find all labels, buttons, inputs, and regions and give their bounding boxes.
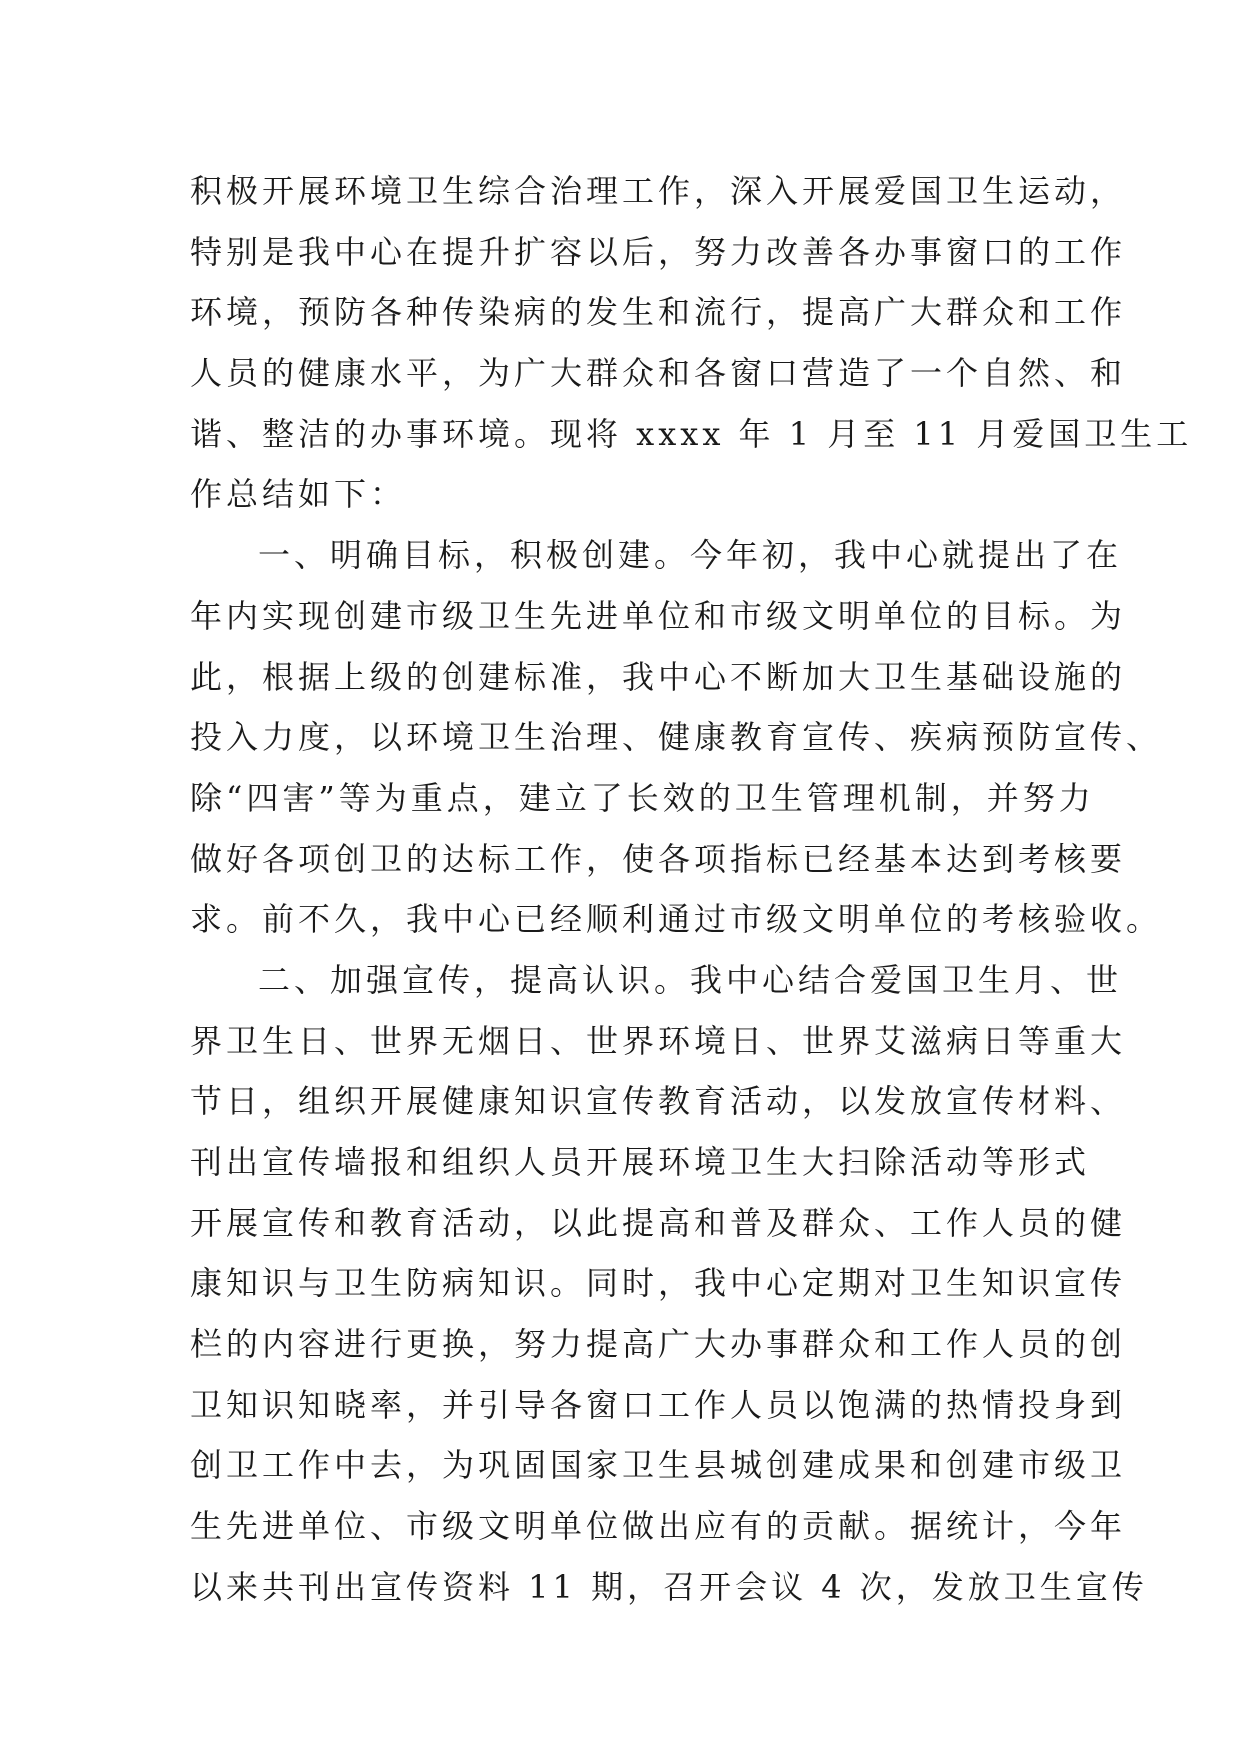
text-line: 界卫生日、世界无烟日、世界环境日、世界艾滋病日等重大: [190, 1021, 1127, 1060]
text-line: 节日，组织开展健康知识宣传教育活动，以发放宣传材料、: [190, 1082, 1127, 1121]
paragraph-heading-line: 一、明确目标，积极创建。今年初，我中心就提出了在: [258, 536, 1123, 575]
text-line: 生先进单位、市级文明单位做出应有的贡献。据统计，今年: [190, 1507, 1127, 1546]
paragraph-heading-line: 二、加强宣传，提高认识。我中心结合爱国卫生月、世: [258, 960, 1123, 999]
text-line: 特别是我中心在提升扩容以后，努力改善各办事窗口的工作: [190, 232, 1127, 271]
text-line: 开展宣传和教育活动，以此提高和普及群众、工作人员的健: [190, 1203, 1127, 1242]
text-line: 年内实现创建市级卫生先进单位和市级文明单位的目标。为: [190, 596, 1127, 635]
text-line: 做好各项创卫的达标工作，使各项指标已经基本达到考核要: [190, 839, 1127, 878]
text-line: 投入力度，以环境卫生治理、健康教育宣传、疾病预防宣传、: [190, 718, 1163, 757]
text-line: 康知识与卫生防病知识。同时，我中心定期对卫生知识宣传: [190, 1264, 1127, 1303]
text-line: 除“四害”等为重点，建立了长效的卫生管理机制，并努力: [190, 778, 1095, 817]
text-line: 刊出宣传墙报和组织人员开展环境卫生大扫除活动等形式: [190, 1143, 1091, 1181]
text-line: 人员的健康水平，为广大群众和各窗口营造了一个自然、和: [190, 354, 1127, 393]
text-line: 环境，预防各种传染病的发生和流行，提高广大群众和工作: [190, 293, 1127, 332]
text-line: 以来共刊出宣传资料 11 期，召开会议 4 次，发放卫生宣传: [190, 1567, 1148, 1606]
text-line: 此，根据上级的创建标准，我中心不断加大卫生基础设施的: [190, 657, 1127, 696]
text-line: 积极开展环境卫生综合治理工作，深入开展爱国卫生运动，: [190, 172, 1127, 210]
text-line: 创卫工作中去，为巩固国家卫生县城创建成果和创建市级卫: [190, 1446, 1127, 1485]
document-body: [190, 161, 1193, 1618]
text-line: 卫知识知晓率，并引导各窗口工作人员以饱满的热情投身到: [190, 1385, 1127, 1424]
text-line: 作总结如下：: [190, 475, 407, 514]
text-line: 谐、整洁的办事环境。现将 xxxx 年 1 月至 11 月爱国卫生工: [190, 414, 1193, 453]
text-line: 栏的内容进行更换，努力提高广大办事群众和工作人员的创: [190, 1325, 1127, 1364]
text-line: 求。前不久，我中心已经顺利通过市级文明单位的考核验收。: [190, 900, 1163, 939]
